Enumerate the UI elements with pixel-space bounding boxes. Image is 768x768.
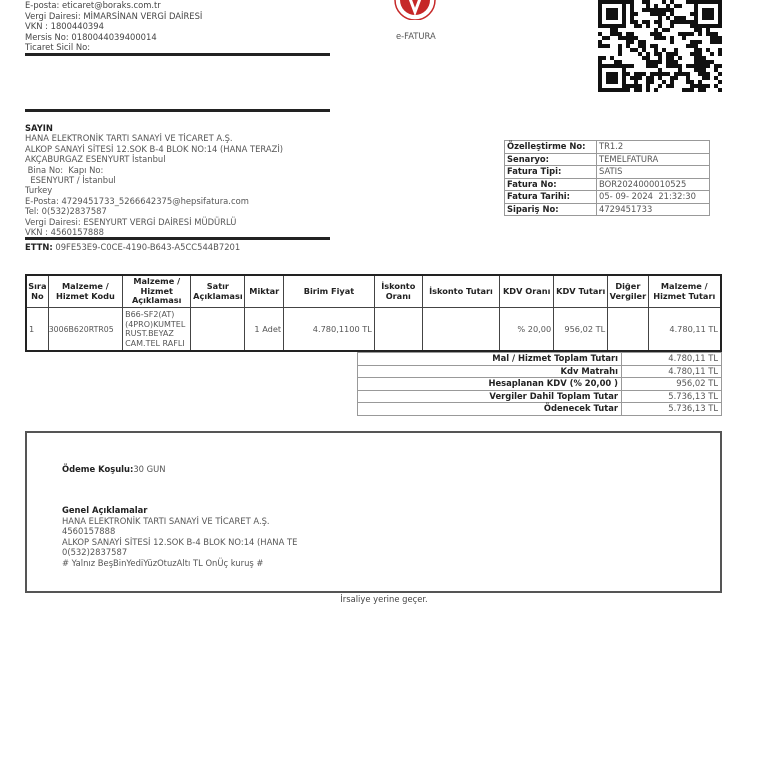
col-header: KDV Tutarı	[554, 275, 608, 308]
total-label: Hesaplanan KDV (% 20,00 )	[358, 378, 622, 391]
seller-trade-registry: Ticaret Sicil No:	[25, 42, 91, 52]
table-row	[26, 308, 721, 352]
buyer-title: SAYIN	[25, 123, 53, 133]
total-row	[358, 403, 722, 416]
totals-table	[357, 352, 722, 416]
payment-terms-label: Ödeme Koşulu:	[62, 464, 134, 474]
buyer-line: Turkey	[25, 185, 53, 196]
buyer-line: E-Posta: 4729451733_5266642375@hepsifatura.com	[25, 195, 249, 206]
footer-note: İrsaliye yerine geçer.	[340, 594, 428, 604]
cell-quantity: 1 Adet	[245, 308, 284, 352]
buyer-line: ALKOP SANAYİ SİTESİ 12.SOK B-4 BLOK NO:14 (HANA TERAZİ)	[25, 143, 284, 154]
buyer-top-divider	[25, 109, 330, 112]
general-note-line: 4560157888	[62, 526, 116, 536]
cell-vat-amount: 956,02 TL	[554, 308, 608, 352]
items-table	[25, 274, 722, 352]
ettn-label: ETTN:	[25, 242, 53, 252]
total-value: 5.736,13 TL	[622, 390, 722, 403]
seller-divider	[25, 53, 330, 56]
info-row	[505, 203, 710, 216]
col-header: Miktar	[245, 275, 284, 308]
info-label: Fatura Tarihi:	[505, 191, 597, 204]
info-value: TEMELFATURA	[597, 153, 710, 166]
buyer-line: HANA ELEKTRONİK TARTI SANAYİ VE TİCARET A.Ş.	[25, 133, 233, 144]
ettn	[25, 242, 240, 252]
buyer-bottom-divider	[25, 237, 330, 240]
seller-tax-office: Vergi Dairesi: MİMARSİNAN VERGİ DAİRESİ	[25, 10, 203, 21]
invoice-info-table	[504, 140, 710, 216]
info-label: Fatura Tipi:	[505, 166, 597, 179]
info-row	[505, 153, 710, 166]
total-value: 4.780,11 TL	[622, 353, 722, 366]
total-label: Vergiler Dahil Toplam Tutar	[358, 390, 622, 403]
col-header: İskonto Oranı	[374, 275, 422, 308]
info-label: Özelleştirme No:	[505, 141, 597, 154]
info-value: BOR2024000010525	[597, 178, 710, 191]
total-row	[358, 378, 722, 391]
info-value: 4729451733	[597, 203, 710, 216]
total-value: 4.780,11 TL	[622, 365, 722, 378]
seller-email: E-posta: eticaret@boraks.com.tr	[25, 0, 161, 10]
buyer-line: Vergi Dairesi: ESENYURT VERGİ DAİRESİ MÜDÜRLÜ	[25, 216, 237, 227]
buyer-line: Tel: 0(532)2837587	[25, 206, 107, 217]
total-label: Ödenecek Tutar	[358, 403, 622, 416]
cell-code: 3006B620RTR05	[48, 308, 122, 352]
cell-amount: 4.780,11 TL	[648, 308, 721, 352]
col-header: Satır Açıklaması	[191, 275, 245, 308]
cell-index: 1	[26, 308, 48, 352]
total-value: 5.736,13 TL	[622, 403, 722, 416]
cell-discount-amount	[422, 308, 499, 352]
payment-terms-value: 30 GUN	[133, 464, 166, 474]
payment-terms	[62, 464, 166, 474]
buyer-line: VKN : 4560157888	[25, 227, 104, 238]
gib-logo-icon	[385, 0, 445, 20]
seller-info	[25, 0, 202, 53]
info-value: 05- 09- 2024 21:32:30	[597, 191, 710, 204]
total-row	[358, 353, 722, 366]
col-header: İskonto Tutarı	[422, 275, 499, 308]
info-label: Sipariş No:	[505, 203, 597, 216]
general-notes-label: Genel Açıklamalar	[62, 505, 148, 515]
qr-code-icon	[598, 0, 722, 92]
info-row	[505, 141, 710, 154]
col-header: Diğer Vergiler	[608, 275, 648, 308]
info-row	[505, 191, 710, 204]
info-value: TR1.2	[597, 141, 710, 154]
total-value: 956,02 TL	[622, 378, 722, 391]
info-row	[505, 178, 710, 191]
seller-mersis: Mersis No: 0180044039400014	[25, 31, 157, 42]
col-header: Birim Fiyat	[284, 275, 375, 308]
cell-discount-rate	[374, 308, 422, 352]
col-header: Malzeme / Hizmet Açıklaması	[123, 275, 191, 308]
items-header-row	[26, 275, 721, 308]
ettn-value: 09FE53E9-C0CE-4190-B643-A5CC544B7201	[55, 242, 241, 252]
col-header: Malzeme / Hizmet Tutarı	[648, 275, 721, 308]
info-row	[505, 166, 710, 179]
info-value: SATIS	[597, 166, 710, 179]
buyer-info	[25, 123, 283, 237]
info-label: Senaryo:	[505, 153, 597, 166]
general-note-line: # Yalnız BeşBinYediYüzOtuzAltı TL OnÜç kuruş #	[62, 557, 264, 568]
general-notes	[62, 505, 297, 568]
notes-box	[25, 431, 722, 593]
total-label: Kdv Matrahı	[358, 365, 622, 378]
cell-unit-price: 4.780,1100 TL	[284, 308, 375, 352]
buyer-line: AKÇABURGAZ ESENYURT İstanbul	[25, 154, 166, 165]
cell-vat-rate: % 20,00	[500, 308, 554, 352]
general-note-line: HANA ELEKTRONİK TARTI SANAYİ VE TİCARET A.Ş.	[62, 515, 270, 526]
buyer-line: ESENYURT / İstanbul	[25, 175, 116, 186]
total-row	[358, 365, 722, 378]
efatura-label: e-FATURA	[396, 31, 436, 41]
seller-vkn: VKN : 1800440394	[25, 21, 104, 31]
buyer-line: Bina No: Kapı No:	[25, 164, 104, 175]
total-label: Mal / Hizmet Toplam Tutarı	[358, 353, 622, 366]
general-note-line: ALKOP SANAYİ SİTESİ 12.SOK B-4 BLOK NO:14 (HANA TE	[62, 536, 298, 547]
info-label: Fatura No:	[505, 178, 597, 191]
col-header: KDV Oranı	[500, 275, 554, 308]
cell-description: B66-SF2(AT)(4PRO)KUMTEL RUST.BEYAZ CAM.TEL RAFLI	[123, 308, 191, 352]
col-header: Sıra No	[26, 275, 48, 308]
col-header: Malzeme / Hizmet Kodu	[48, 275, 122, 308]
cell-line-note	[191, 308, 245, 352]
cell-other-taxes	[608, 308, 648, 352]
total-row	[358, 390, 722, 403]
general-note-line: 0(532)2837587	[62, 547, 128, 557]
